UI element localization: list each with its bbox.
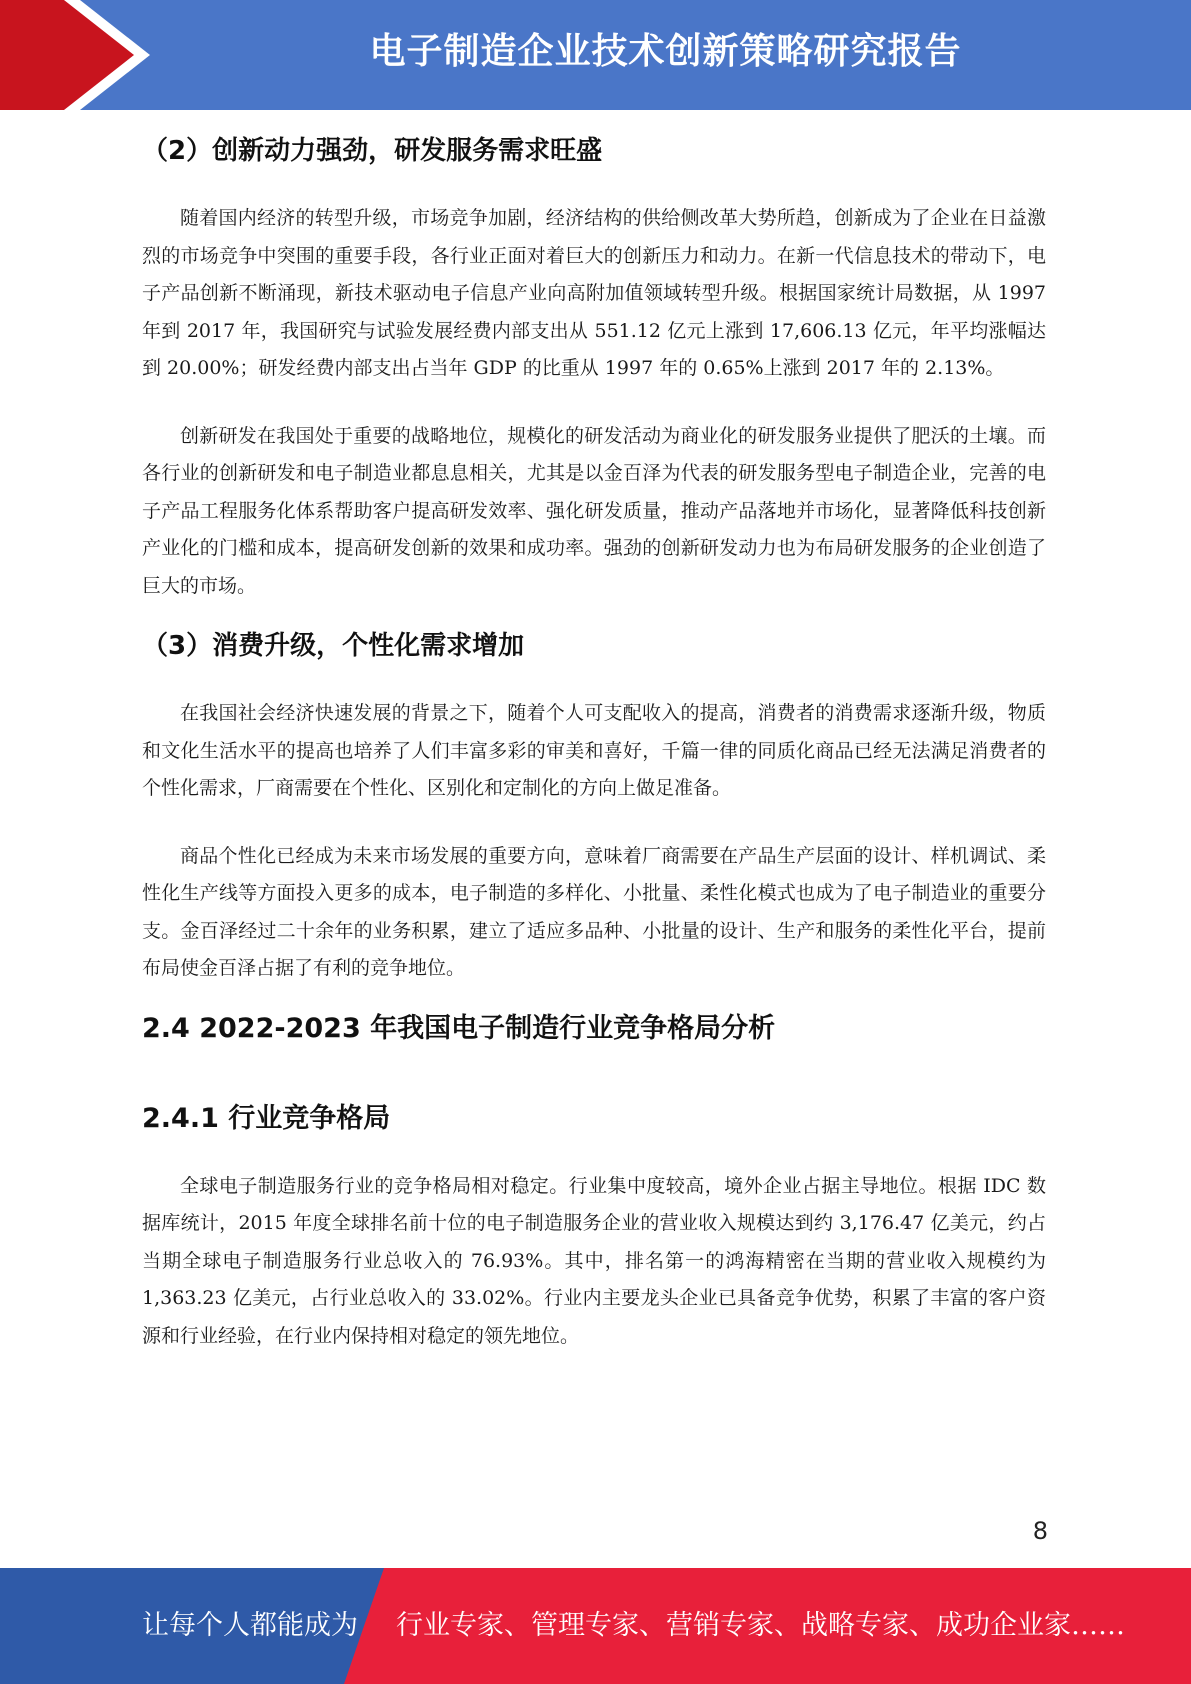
paragraph-competition: 全球电子制造服务行业的竞争格局相对稳定。行业集中度较高，境外企业占据主导地位。根据 IDC 数据库统计，2015 年度全球排名前十位的电子制造服务企业的营业收入规模达到约 3,176.47 亿美元，约占当期全球电子制造服务行业总收入的 76.93%。其中，排名第一的鸿海精密在当期的营业收入规模约为 1,363.23 亿美元，占行业总收入的 33.02%。行业内主要龙头企业已具备竞争优势，积累了丰富的客户资源和行业经验，在行业内保持相对稳定的领先地位。 xyxy=(142,1174,1046,1347)
section-heading-consumption: （3）消费升级，个性化需求增加 xyxy=(142,631,525,661)
page-header xyxy=(0,0,1191,110)
paragraph-innovation-2: 创新研发在我国处于重要的战略地位，规模化的研发活动为商业化的研发服务业提供了肥沃的土壤。而各行业的创新研发和电子制造业都息息相关，尤其是以金百泽为代表的研发服务型电子制造企业，完善的电子产品工程服务化体系帮助客户提高研发效率、强化研发质量，推动产品落地并市场化，显著降低科技创新产业化的门槛和成本，提高研发创新的效果和成功率。强劲的创新研发动力也为布局研发服务的企业创造了巨大的市场。 xyxy=(142,424,1046,597)
section-heading-innovation: （2）创新动力强劲，研发服务需求旺盛 xyxy=(142,136,603,166)
paragraph-consumption-2: 商品个性化已经成为未来市场发展的重要方向，意味着厂商需要在产品生产层面的设计、样机调试、柔性化生产线等方面投入更多的成本，电子制造的多样化、小批量、柔性化模式也成为了电子制造业的重要分支。金百泽经过二十余年的业务积累，建立了适应多品种、小批量的设计、生产和服务的柔性化平台，提前布局使金百泽占据了有利的竞争地位。 xyxy=(142,844,1046,979)
page-number: 8 xyxy=(1032,1517,1048,1545)
footer-slogan-right: 行业专家、管理专家、营销专家、战略专家、成功企业家…… xyxy=(396,1610,1125,1641)
chapter-heading: 2.4 2022-2023 年我国电子制造行业竞争格局分析 xyxy=(142,1012,776,1044)
footer-slogan-left: 让每个人都能成为 xyxy=(142,1610,358,1641)
report-title: 电子制造企业技术创新策略研究报告 xyxy=(369,31,962,72)
paragraph-consumption-1: 在我国社会经济快速发展的背景之下，随着个人可支配收入的提高，消费者的消费需求逐渐升级，物质和文化生活水平的提高也培养了人们丰富多彩的审美和喜好，千篇一律的同质化商品已经无法满足消费者的个性化需求，厂商需要在个性化、区别化和定制化的方向上做足准备。 xyxy=(142,702,1046,799)
header-arrow-red xyxy=(0,0,134,110)
paragraph-innovation-1: 随着国内经济的转型升级，市场竞争加剧，经济结构的供给侧改革大势所趋，创新成为了企业在日益激烈的市场竞争中突围的重要手段，各行业正面对着巨大的创新压力和动力。在新一代信息技术的带动下，电子产品创新不断涌现，新技术驱动电子信息产业向高附加值领域转型升级。根据国家统计局数据，从 1997 年到 2017 年，我国研究与试验发展经费内部支出从 551.12 亿元上涨到 17,606.13 亿元，年平均涨幅达到 20.00%；研发经费内部支出占当年 GDP 的比重从 1997 年的 0.65%上涨到 2017 年的 2.13%。 xyxy=(142,207,1046,379)
chapter-subheading: 2.4.1 行业竞争格局 xyxy=(142,1102,391,1134)
page-footer xyxy=(0,1568,1191,1684)
page-content xyxy=(142,122,1046,1355)
